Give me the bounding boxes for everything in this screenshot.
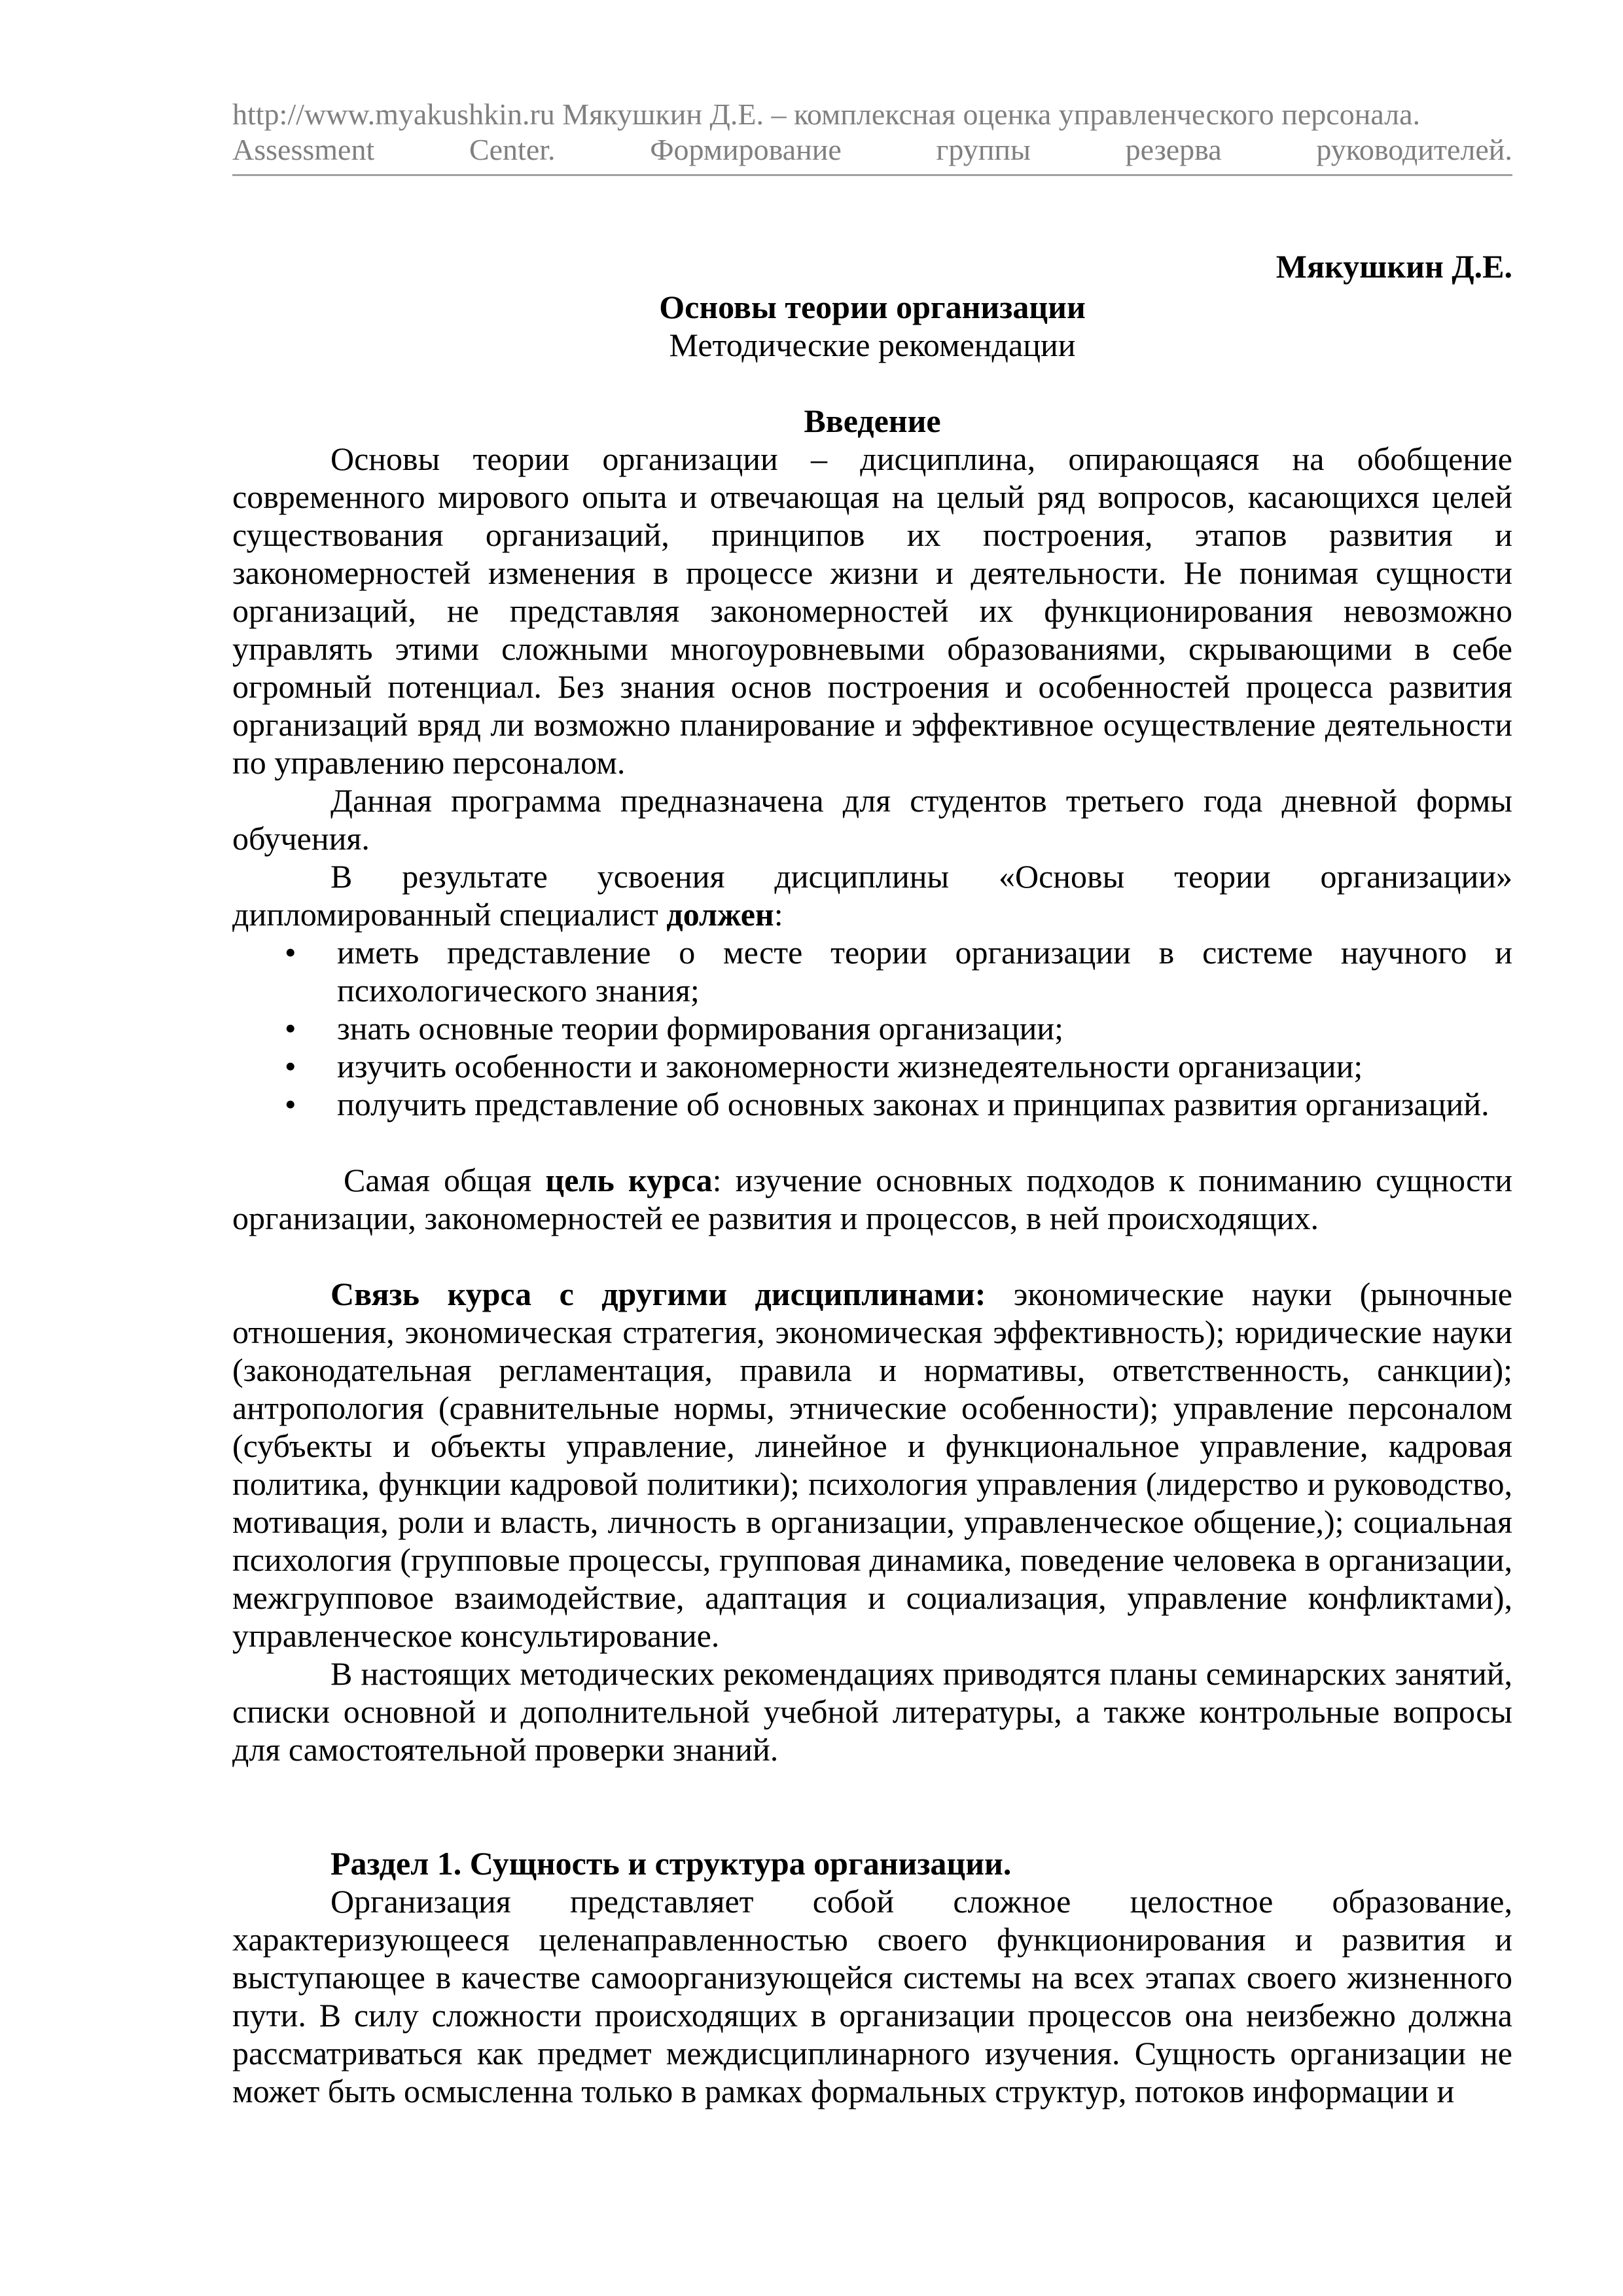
bullet-icon: • bbox=[285, 1010, 296, 1047]
header-word: группы bbox=[936, 133, 1031, 166]
bullet-icon: • bbox=[285, 1048, 296, 1085]
header-word: руководителей. bbox=[1316, 133, 1512, 166]
p3-text-start: В результате усвоения дисциплины «Основы теории организации» дипломированный специалист bbox=[232, 858, 1512, 933]
course-contents-paragraph: В настоящих методических рекомендациях приводятся планы семинарских занятий, списки основной и дополнительной учебной литературы, а также контрольные вопросы для самостоятельной проверки знаний. bbox=[232, 1655, 1512, 1768]
page-header bbox=[232, 97, 1512, 168]
course-goal-bold: цель курса bbox=[545, 1162, 713, 1198]
intro-paragraph-2: Данная программа предназначена для студентов третьего года дневной формы обучения. bbox=[232, 782, 1512, 857]
bullet-icon: • bbox=[285, 934, 296, 971]
list-item: • иметь представление о месте теории организации в системе научного и психологического знания; bbox=[285, 934, 1512, 1009]
header-word: резерва bbox=[1125, 133, 1222, 166]
document-body bbox=[232, 247, 1512, 2110]
spacer bbox=[232, 1768, 1512, 1844]
document-title: Основы теории организации bbox=[659, 289, 1086, 325]
header-line-1: http://www.myakushkin.ru Мякушкин Д.Е. – комплексная оценка управленческого персонала. bbox=[232, 98, 1421, 131]
intro-heading: Введение bbox=[804, 403, 941, 439]
header-word: Center. bbox=[469, 133, 556, 166]
p3-bold: должен bbox=[666, 896, 774, 933]
section-1-paragraph-1: Организация представляет собой сложное целостное образование, характеризующееся целенаправленностью своего функционирования и развития и выступающее в качестве самоорганизующейся системы на всех этапах своего жизненного пути. В силу сложности происходящих в организации процессов она неизбежно должна рассматриваться как предмет междисциплинарного изучения. Сущность организации не может быть осмысленна только в рамках формальных структур, потоков информации и bbox=[232, 1883, 1512, 2109]
bullet-icon: • bbox=[285, 1086, 296, 1122]
p3-text-end: : bbox=[774, 896, 783, 933]
course-goal-paragraph: Самая общая цель курса: изучение основных подходов к пониманию сущности организации, закономерностей ее развития и процессов, в ней происходящих. bbox=[232, 1162, 1512, 1236]
author-name: Мякушкин Д.Е. bbox=[1275, 248, 1512, 285]
header-line-2 bbox=[232, 132, 1512, 168]
header-word: Assessment bbox=[232, 133, 375, 166]
course-links-bold: Связь курса с другими дисциплинами: bbox=[330, 1276, 986, 1312]
spacer bbox=[232, 1123, 1512, 1161]
section-1-heading: Раздел 1. Сущность и структура организации. bbox=[330, 1845, 1012, 1882]
intro-paragraph-1: Основы теории организации – дисциплина, опирающаяся на обобщение современного мирового опыта и отвечающая на целый ряд вопросов, касающихся целей существования организаций, принципов их построения, этапов развития и закономерностей изменения в процессе жизни и деятельности. Не понимая сущности организаций, не представляя закономерностей их функционирования невозможно управлять этими сложными многоуровневыми образованиями, скрывающими в себе огромный потенциал. Без знания основ построения и особенностей процесса развития организаций вряд ли возможно планирование и эффективное осуществление деятельности по управлению персоналом. bbox=[232, 440, 1512, 781]
intro-paragraph-3 bbox=[232, 857, 1512, 933]
header-divider bbox=[232, 174, 1512, 176]
list-item: • изучить особенности и закономерности жизнедеятельности организации; bbox=[285, 1048, 1363, 1085]
spacer bbox=[232, 1237, 1512, 1275]
document-subtitle: Методические рекомендации bbox=[669, 327, 1076, 363]
list-item: • получить представление об основных законах и принципах развития организаций. bbox=[285, 1086, 1489, 1122]
list-item: • знать основные теории формирования организации; bbox=[285, 1010, 1063, 1047]
requirements-list bbox=[232, 933, 1512, 1123]
course-links-paragraph: Связь курса с другими дисциплинами: экономические науки (рыночные отношения, экономическая стратегия, экономическая эффективность); юридические науки (законодательная регламентация, правила и нормативы, ответственность, санкции); антропология (сравнительные нормы, этнические особенности); управление персоналом (субъекты и объекты управление, линейное и функциональное управление, кадровая политика, функции кадровой политики); психология управления (лидерство и руководство, мотивация, роли и власть, личность в организации, управленческое общение,); социальная психология (групповые процессы, групповая динамика, поведение человека в организации, межгрупповое взаимодействие, адаптация и социализация, управление конфликтами), управленческое консультирование. bbox=[232, 1276, 1513, 1654]
header-word: Формирование bbox=[650, 133, 842, 166]
